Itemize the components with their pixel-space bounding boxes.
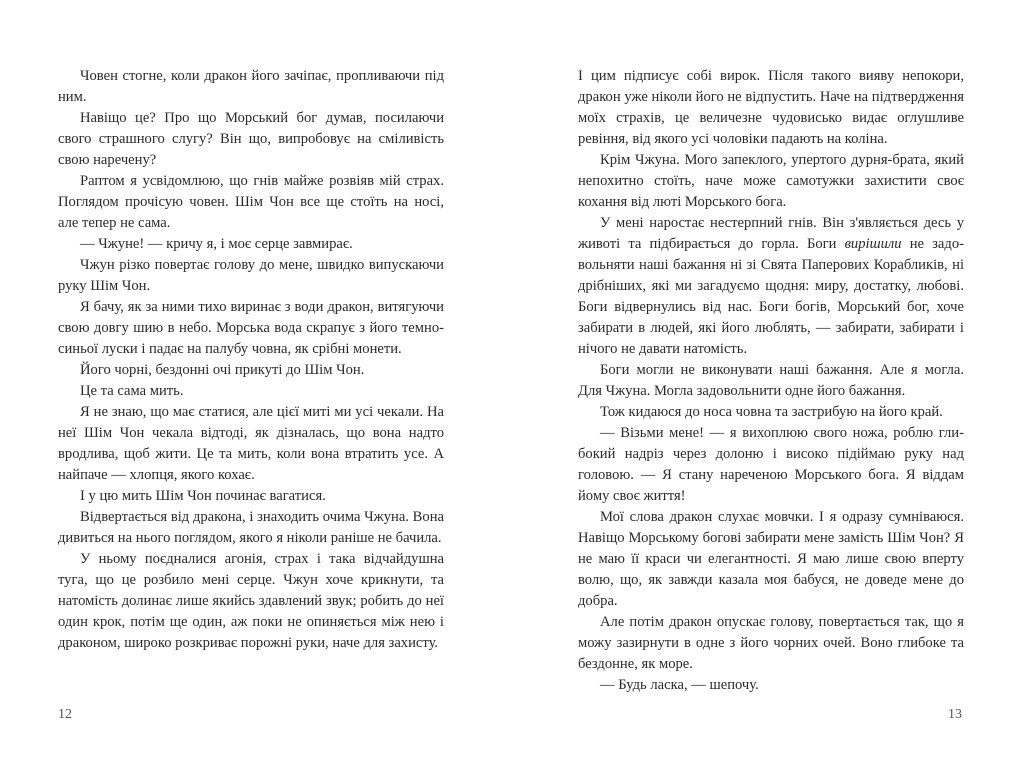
right-page <box>578 66 964 696</box>
paragraph: Я бачу, як за ними тихо виринає з води дракон, витягуючи свою довгу шию в небо. Морська вода скрапує з його темно-синьої луски і падає на палубу човна, як срібні монети. <box>58 299 444 357</box>
paragraph: У мені наростає нестерпний гнів. Він з'являється десь у животі та підбирається до горла. Боги вирішили не задовольняти наші бажання ні зі Свята Паперових Корабликів, ні дрібніших, які ми загадуємо щодня: миру, достатку, любові. Боги відвернулись від нас. Боги богів, Морський бог, хоче забирати в людей, які його люблять, — забирати, забирати і нічого не давати натомість. <box>578 215 964 357</box>
paragraph: Раптом я усвідомлюю, що гнів майже розвіяв мій страх. Поглядом прочісую човен. Шім Чон все ще стоїть на носі, але тепер не сама. <box>58 173 444 231</box>
paragraph: — Чжуне! — кричу я, і моє серце завмирає. <box>80 236 353 252</box>
paragraph: Боги могли не виконувати наші бажання. Але я могла. Для Чжуна. Могла задовольнити одне його бажання. <box>578 362 964 399</box>
paragraph: — Візьми мене! — я вихоплюю свого ножа, роблю глибокий надріз через долоню і високо підіймаю руку над головою. — Я стану нареченою Морського бога. Я віддам йому своє життя! <box>578 425 964 504</box>
paragraph: Мої слова дракон слухає мовчки. І я одразу сумніваюся. Навіщо Морському богові забирати мене замість Шім Чон? Я не маю її краси чи елегантності. Я маю лише свою вперту волю, що, як завжди казала моя бабуся, не доведе мене до добра. <box>578 509 964 609</box>
paragraph: Це та сама мить. <box>80 383 184 399</box>
paragraph: І цим підписує собі вирок. Після такого вияву непокори, дракон уже ніколи його не відпустить. Наче на підтвердження моїх страхів, це величезне чудовисько видає оглушливе ревіння, від якого усі чоловіки падають на коліна. <box>578 68 964 147</box>
paragraph: Я не знаю, що має статися, але цієї миті ми усі чекали. На неї Шім Чон чекала відтоді, як дізналась, що вона надто вродлива, щоб жити. Це та мить, коли вона втратить усе. А найпаче — хлопця, якого кохає. <box>58 404 444 483</box>
paragraph: Але потім дракон опускає голову, повертається так, що я можу зазирнути в одне з його чорних очей. Воно глибоке та бездонне, як море. <box>578 614 964 672</box>
page-number-right: 13 <box>948 707 962 722</box>
paragraph: І у цю мить Шім Чон починає вагатися. <box>80 488 326 504</box>
left-page <box>58 66 444 654</box>
paragraph: Човен стогне, коли дракон його зачіпає, пропливаючи під ним. <box>58 68 444 105</box>
paragraph: — Будь ласка, — шепочу. <box>600 677 759 693</box>
paragraph: Тож кидаюся до носа човна та застрибую на його край. <box>600 404 943 420</box>
page-number-left: 12 <box>58 707 72 722</box>
paragraph: Навіщо це? Про що Морський бог думав, посилаючи свого страшного слугу? Він що, випробовує на сміливість свою наречену? <box>58 110 444 168</box>
paragraph: Крім Чжуна. Мого запеклого, упертого дурня-брата, який непохитно стоїть, наче може самотужки захистити своє кохання від люті Морського бога. <box>578 152 964 210</box>
paragraph: Його чорні, бездонні очі прикуті до Шім Чон. <box>80 362 365 378</box>
paragraph: Чжун різко повертає голову до мене, швидко випускаючи руку Шім Чон. <box>58 257 444 294</box>
paragraph: Відвертається від дракона, і знаходить очима Чжуна. Вона дивиться на нього поглядом, якого я ніколи раніше не бачила. <box>58 509 444 546</box>
emphasis-text: вирішили <box>844 236 902 252</box>
paragraph: У ньому поєдналися агонія, страх і така відчайдушна туга, що це розбило мені серце. Чжун хоче крикнути, та натомість долинає лише якийсь здавлений звук; робить до неї один крок, потім ще один, аж поки не опиняється між нею і драконом, широко розкриває порожні руки, наче для захисту. <box>58 551 444 651</box>
